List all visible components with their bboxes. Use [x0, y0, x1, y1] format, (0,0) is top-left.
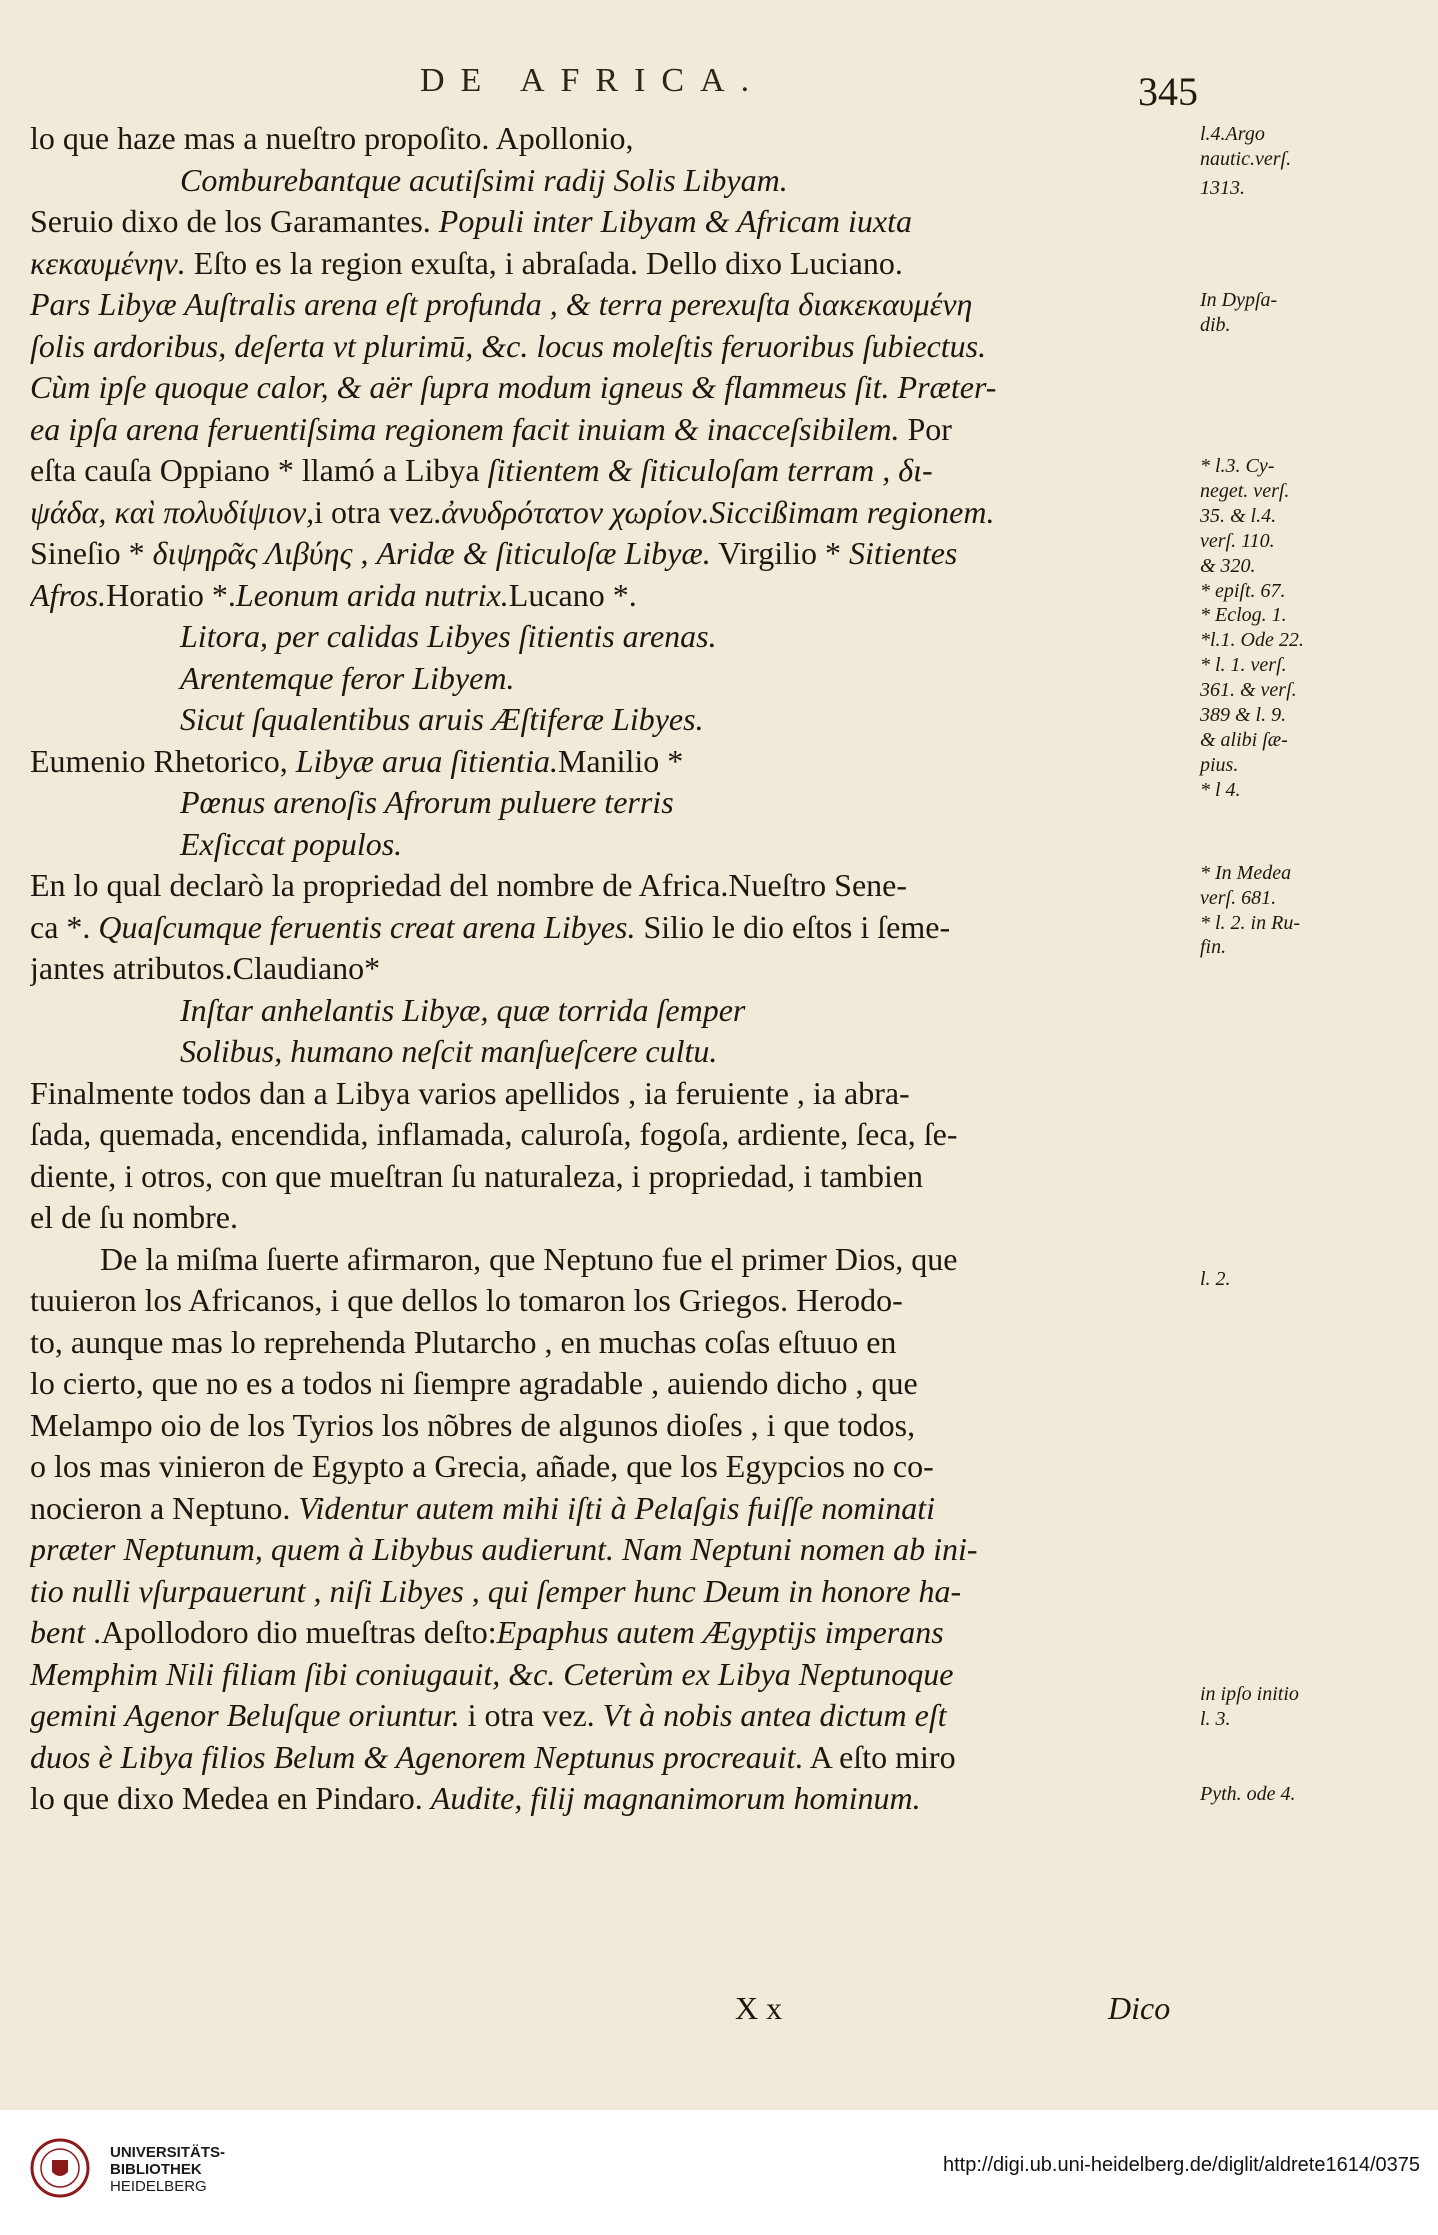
text-segment: Sineſio * — [30, 535, 153, 571]
italic-text-segment: ſitientem & ſiticuloſam terram , δι- — [487, 452, 933, 488]
text-line — [30, 1239, 1195, 1281]
margin-note: * l.3. Cy- — [1200, 455, 1275, 477]
text-segment: lo que dixo Medea en Pindaro. — [30, 1780, 431, 1816]
text-line — [30, 741, 1195, 783]
text-line — [30, 1695, 1195, 1737]
text-line — [30, 284, 1195, 326]
text-line — [30, 1612, 1195, 1654]
margin-note: In Dypſa- — [1200, 289, 1278, 311]
text-segment: ca *. — [30, 908, 99, 945]
text-segment: Manilio * — [557, 742, 684, 779]
text-line — [30, 160, 1195, 202]
viewer-footer — [0, 2110, 1438, 2235]
margin-note: in ipſo initio — [1200, 1683, 1299, 1706]
library-name-line: BIBLIOTHEK — [110, 2161, 202, 2178]
text-line — [30, 865, 1195, 907]
permalink-url[interactable]: http://digi.ub.uni-heidelberg.de/diglit/aldrete1614/0375 — [942, 2154, 1420, 2176]
italic-text-segment: Pœnus arenoſis Afrorum puluere terris — [180, 784, 674, 820]
italic-text-segment: Arentemque feror Libyem. — [180, 659, 515, 696]
margin-note: *l.1. Ode 22. — [1200, 629, 1304, 652]
library-name — [110, 2144, 225, 2195]
margin-note: * l. 1. verſ. — [1200, 654, 1287, 677]
text-line — [30, 1363, 1195, 1405]
margin-note: nautic.verſ. — [1200, 147, 1292, 170]
italic-text-segment: præter Neptunum, quem à Libybus audierunt. Nam Neptuni nomen ab ini- — [30, 1531, 978, 1567]
text-line — [30, 1654, 1195, 1696]
italic-text-segment: Litora, per calidas Libyes ſitientis arenas. — [180, 618, 717, 654]
margin-note: & alibi ſæ- — [1200, 728, 1288, 751]
margin-note: verſ. 110. — [1200, 529, 1275, 552]
text-segment: Eſto es la region exuſta, i abraſada. Dello dixo Luciano. — [185, 244, 903, 281]
text-segment: lo que haze mas a nueſtro propoſito. Apollonio, — [30, 120, 634, 156]
text-segment: tuuieron los Africanos, i que dellos lo tomaron los Griegos. Herodo- — [30, 1282, 903, 1318]
text-line — [30, 1073, 1195, 1115]
margin-note: * In Medea — [1200, 861, 1292, 884]
italic-text-segment: κεκαυμένην. — [30, 244, 186, 281]
library-name-line: HEIDELBERG — [110, 2178, 207, 2195]
italic-text-segment: Solibus, humano neſcit manſueſcere cultu. — [180, 1033, 718, 1069]
italic-text-segment: gemini Agenor Beluſque oriuntur. — [30, 1697, 460, 1733]
text-segment: i otra vez. — [459, 1697, 603, 1733]
text-segment: Seruio dixo de los Garamantes. — [30, 203, 439, 239]
text-line — [30, 1280, 1195, 1322]
margin-note: * epiſt. 67. — [1200, 579, 1286, 602]
italic-text-segment: ἀνυδρότατον χωρίον.Siccißimam regionem. — [441, 493, 995, 530]
italic-text-segment: Videntur autem mihi iſti à Pelaſgis fuiſſe nominati — [298, 1489, 936, 1526]
text-line — [30, 118, 1195, 160]
university-seal-icon — [30, 2138, 90, 2198]
margin-note: * Eclog. 1. — [1200, 604, 1287, 627]
margin-note: Pyth. ode 4. — [1200, 1783, 1296, 1805]
italic-text-segment: Leonum arida nutrix. — [235, 576, 509, 613]
text-segment: eſta cauſa Oppiano * llamó a Libya — [30, 452, 488, 488]
text-line — [30, 990, 1195, 1032]
text-line — [30, 533, 1195, 575]
text-segment: A eſto miro — [803, 1738, 956, 1775]
italic-text-segment: Sitientes — [848, 535, 958, 571]
margin-note: pius. — [1200, 753, 1239, 776]
margin-note: l. 3. — [1200, 1708, 1231, 1731]
text-segment: Silio le dio eſtos i ſeme- — [635, 908, 951, 945]
text-line — [30, 575, 1195, 617]
text-segment: nocieron a Neptuno. — [30, 1489, 299, 1526]
text-line — [30, 658, 1195, 700]
italic-text-segment: ea ipſa arena feruentiſsima regionem facit inuiam & inacceſsibilem. — [30, 410, 900, 447]
catchword: Dico — [1108, 1990, 1171, 2026]
italic-text-segment: Quaſcumque feruentis creat arena Libyes. — [98, 908, 636, 945]
text-line — [30, 409, 1195, 451]
margin-note: 1313. — [1200, 176, 1245, 199]
library-name-line: UNIVERSITÄTS- — [110, 2144, 226, 2161]
italic-text-segment: Afros. — [30, 576, 107, 613]
text-line — [30, 1405, 1195, 1447]
italic-text-segment: Exſiccat populos. — [180, 825, 403, 862]
italic-text-segment: bent — [30, 1614, 86, 1650]
margin-note: & 320. — [1200, 554, 1256, 577]
text-line — [30, 1446, 1195, 1488]
text-line — [30, 824, 1195, 866]
text-line — [30, 492, 1195, 534]
signature-mark: X x — [735, 1990, 783, 2026]
text-segment: Eumenio Rhetorico, — [30, 742, 296, 779]
text-segment: .Apollodoro dio mueſtras deſto: — [85, 1614, 497, 1650]
text-line — [30, 450, 1195, 492]
italic-text-segment: Epaphus autem Ægyptijs imperans — [496, 1614, 944, 1650]
margin-note: * l 4. — [1200, 778, 1241, 801]
italic-text-segment: ψάδα, καὶ πολυδίψιον, — [30, 493, 315, 530]
text-segment: De la miſma ſuerte afirmaron, que Neptuno fue el primer Dios, que — [100, 1240, 958, 1277]
text-segment: el de ſu nombre. — [30, 1199, 238, 1235]
italic-text-segment: διψηρᾶς Λιβύης , Aridæ & ſiticuloſæ Libyæ. — [152, 535, 711, 571]
text-segment: ſada, quemada, encendida, inflamada, caluroſa, fogoſa, ardiente, ſeca, ſe- — [30, 1116, 958, 1152]
text-segment: Lucano *. — [508, 576, 637, 613]
italic-text-segment: tio nulli vſurpauerunt , niſi Libyes , qui ſemper hunc Deum in honore ha- — [30, 1572, 962, 1609]
margin-note: l. 2. — [1200, 1268, 1231, 1291]
italic-text-segment: Comburebantque acutiſsimi radij Solis Libyam. — [180, 161, 788, 198]
text-segment: jantes atributos.Claudiano* — [30, 950, 381, 986]
text-line — [30, 907, 1195, 949]
margin-note: 389 & l. 9. — [1200, 704, 1287, 726]
text-line — [30, 1197, 1195, 1239]
running-title: DE AFRICA. — [420, 62, 766, 99]
text-segment: Horatio *. — [106, 576, 236, 613]
text-line — [30, 1488, 1195, 1530]
text-line — [30, 782, 1195, 824]
text-line — [30, 1322, 1195, 1364]
margin-note: verſ. 681. — [1200, 886, 1277, 909]
text-line — [30, 1114, 1195, 1156]
text-segment: Por — [899, 410, 952, 447]
italic-text-segment: ſolis ardoribus, deſerta vt plurimū, &c. locus moleſtis feruoribus ſubiectus. — [30, 327, 987, 364]
italic-text-segment: duos è Libya filios Belum & Agenorem Neptunus procreauit. — [30, 1738, 804, 1775]
italic-text-segment: Inſtar anhelantis Libyæ, quæ torrida ſemper — [180, 991, 746, 1028]
text-line — [30, 1529, 1195, 1571]
italic-text-segment: Libyæ arua ſitientia. — [295, 742, 558, 779]
text-line — [30, 1156, 1195, 1198]
text-line — [30, 1031, 1195, 1073]
italic-text-segment: Populi inter Libyam & Africam iuxta — [438, 203, 912, 239]
text-line — [30, 699, 1195, 741]
text-segment: diente, i otros, con que mueſtran ſu naturaleza, i propriedad, i tambien — [30, 1157, 924, 1194]
margin-note: 361. & verſ. — [1200, 679, 1297, 702]
text-segment: Melampo oio de los Tyrios los nõbres de algunos dioſes , i que todos, — [30, 1406, 916, 1443]
text-line — [30, 1737, 1195, 1779]
text-segment: o los mas vinieron de Egypto a Grecia, añade, que los Egypcios no co- — [30, 1448, 934, 1484]
text-line — [30, 1778, 1195, 1820]
text-line — [30, 1571, 1195, 1613]
margin-note: l.4.Argo — [1200, 123, 1265, 145]
text-segment: En lo qual declarò la propriedad del nombre de Africa.Nueſtro Sene- — [30, 867, 907, 903]
italic-text-segment: Memphim Nili filiam ſibi coniugauit, &c. Ceterùm ex Libya Neptunoque — [30, 1655, 954, 1692]
italic-text-segment: Cùm ipſe quoque calor, & aër ſupra modum igneus & flammeus ſit. Præter- — [30, 369, 997, 405]
italic-text-segment: Vt à nobis antea dictum eſt — [602, 1697, 947, 1733]
italic-text-segment: Sicut ſqualentibus aruis Æſtiferæ Libyes. — [180, 701, 704, 737]
page-number: 345 — [1138, 69, 1198, 114]
text-line — [30, 616, 1195, 658]
text-line — [30, 948, 1195, 990]
text-line — [30, 201, 1195, 243]
text-segment: to, aunque mas lo reprehenda Plutarcho , en muchas coſas eſtuuo en — [30, 1323, 897, 1360]
margin-note: neget. verſ. — [1200, 479, 1290, 502]
text-segment: lo cierto, que no es a todos ni ſiempre agradable , auiendo dicho , que — [30, 1365, 918, 1401]
text-segment: i otra vez. — [314, 493, 442, 530]
text-segment: Virgilio * — [710, 535, 849, 571]
italic-text-segment: Pars Libyæ Auſtralis arena eſt profunda , & terra perexuſta διακεκαυμένη — [30, 286, 973, 322]
margin-note: 35. & l.4. — [1200, 504, 1277, 527]
text-line — [30, 326, 1195, 368]
text-line — [30, 243, 1195, 285]
text-line — [30, 367, 1195, 409]
margin-note: dib. — [1200, 313, 1231, 336]
text-segment: Finalmente todos dan a Libya varios apellidos , ia feruiente , ia abra- — [30, 1074, 910, 1111]
margin-note: fin. — [1200, 936, 1227, 959]
margin-note: * l. 2. in Ru- — [1200, 911, 1300, 934]
italic-text-segment: Audite, filij magnanimorum hominum. — [430, 1780, 921, 1816]
page-body-text — [30, 118, 1195, 1820]
